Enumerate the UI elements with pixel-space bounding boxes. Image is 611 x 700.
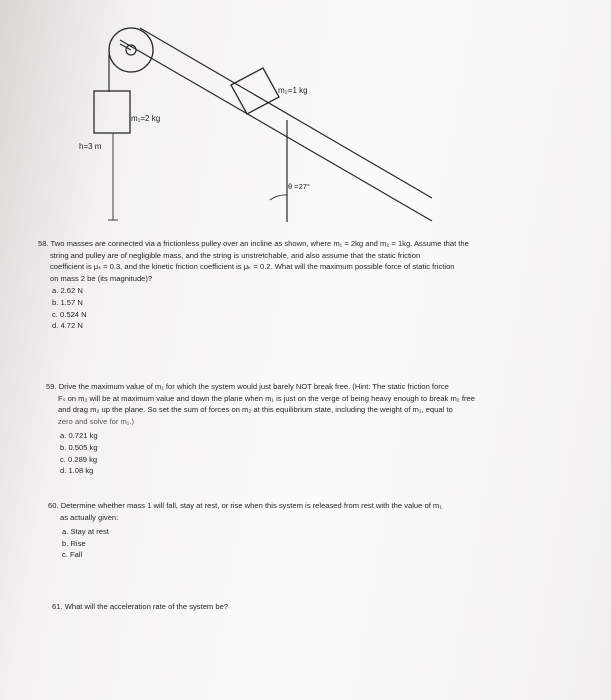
answer-option[interactable]: b. Rise bbox=[62, 538, 86, 548]
question-text-line: Fₛ on m₂ will be at maximum value and down the plane when m₁ is just on the verge of being heavy enough to break m₂ free bbox=[58, 393, 475, 403]
question-number: 58. bbox=[38, 239, 49, 248]
answer-option[interactable]: b. 1.57 N bbox=[52, 297, 83, 307]
answer-option[interactable]: c. Fall bbox=[62, 550, 83, 560]
incline-surface bbox=[120, 40, 432, 221]
question-61 bbox=[52, 601, 228, 613]
question-number: 61. bbox=[52, 602, 63, 611]
mass-2-block bbox=[231, 68, 279, 114]
mass-1-block bbox=[94, 91, 130, 133]
string-line bbox=[140, 28, 432, 198]
question-text-line: Determine whether mass 1 will fall, stay at rest, or rise when this system is released from rest with the value of m₁ bbox=[60, 501, 442, 510]
answer-option[interactable]: c. 0.289 kg bbox=[60, 454, 98, 464]
question-59 bbox=[46, 381, 475, 477]
angle-label: θ =27° bbox=[288, 182, 310, 191]
answer-option[interactable]: a. 2.62 N bbox=[52, 286, 83, 296]
height-label: h=3 m bbox=[79, 142, 102, 151]
mass-1-label: m₁=2 kg bbox=[131, 114, 161, 123]
question-text-line: as actually given: bbox=[60, 512, 119, 522]
question-text-line: and drag m₂ up the plane. So set the sum of forces on m₂ at this equilibrium state, including the weight of m₁, equal to bbox=[58, 405, 453, 415]
incline-pulley-diagram bbox=[0, 0, 611, 240]
question-number: 60. bbox=[48, 501, 59, 510]
answer-option[interactable]: a. Stay at rest bbox=[62, 527, 109, 537]
answer-option[interactable]: b. 0.505 kg bbox=[60, 442, 98, 452]
question-text-line: zero and solve for m₁.) bbox=[58, 416, 134, 426]
question-text-line: string and pulley are of negligible mass, and the string is unstretchable, and also assume that the static friction bbox=[50, 250, 421, 260]
answer-option[interactable]: c. 0.524 N bbox=[52, 309, 87, 319]
question-60 bbox=[48, 500, 442, 561]
answer-option[interactable]: a. 0.721 kg bbox=[60, 431, 98, 441]
angle-arc bbox=[270, 195, 287, 200]
question-number: 59. bbox=[46, 382, 57, 391]
question-text-line: on mass 2 be (its magnitude)? bbox=[50, 273, 153, 283]
question-text-line: coefficient is μₛ = 0.3, and the kinetic friction coefficient is μₖ = 0.2. What will the maximum possible force of static friction bbox=[50, 262, 455, 272]
question-text-line: Two masses are connected via a frictionless pulley over an incline as shown, where m₁ = 2kg and m₂ = 1kg. Assume that the bbox=[50, 239, 469, 248]
question-text-line: Drive the maximum value of m₁ for which the system would just barely NOT break free. (Hint: The static friction force bbox=[58, 382, 449, 391]
answer-option[interactable]: d. 1.08 kg bbox=[60, 466, 94, 476]
answer-option[interactable]: d. 4.72 N bbox=[52, 321, 83, 331]
mass-2-label: m₂=1 kg bbox=[278, 86, 308, 95]
question-text-line: What will the acceleration rate of the system be? bbox=[64, 602, 229, 611]
question-58 bbox=[38, 238, 469, 332]
